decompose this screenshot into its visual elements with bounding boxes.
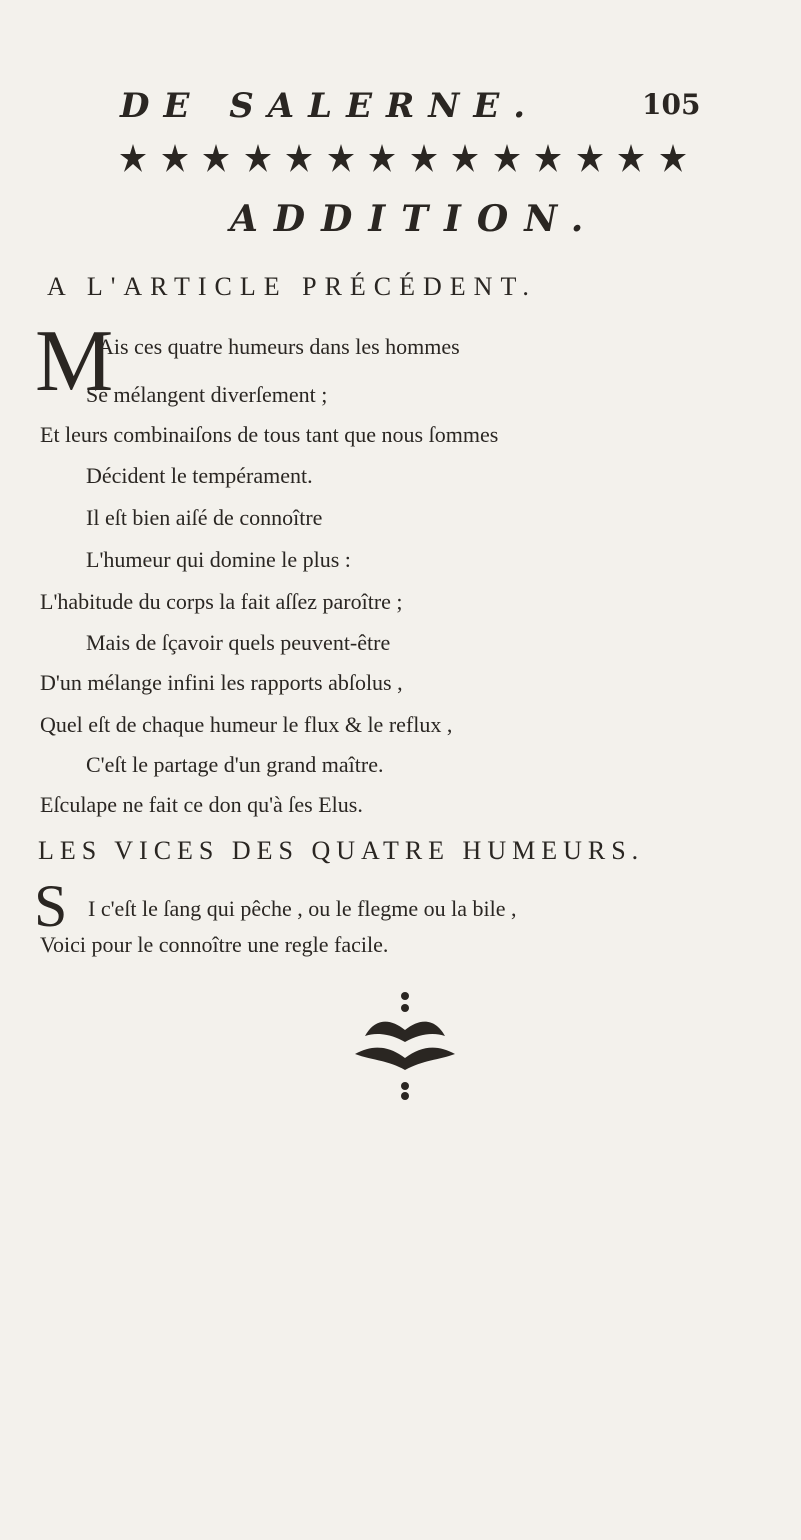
verse-line: Voici pour le connoître une regle facile.	[40, 932, 389, 957]
verse-line: Il eſt bien aiſé de connoître	[86, 505, 323, 530]
ornament-icon	[284, 142, 314, 178]
verse-line: L'humeur qui domine le plus :	[86, 547, 351, 572]
section-heading: ADDITION.	[230, 198, 600, 240]
page-number: 105	[642, 88, 701, 121]
ornament-icon	[575, 142, 605, 178]
fleuron-ornament-icon	[345, 988, 465, 1103]
running-head: DE SALERNE.	[120, 86, 540, 126]
ornament-icon	[658, 142, 688, 178]
drop-cap-s: S	[34, 873, 68, 939]
verse-line: I c'eſt le ſang qui pêche , ou le flegme ou la bile ,	[88, 896, 517, 921]
ornament-icon	[450, 142, 480, 178]
verse-line: Mais de ſçavoir quels peuvent-être	[86, 630, 391, 655]
verse-line: Et leurs combinaiſons de tous tant que nous ſommes	[40, 422, 499, 447]
ornament-icon	[326, 142, 356, 178]
ornament-icon	[243, 142, 273, 178]
verse-line: D'un mélange infini les rapports abſolus ,	[40, 670, 403, 695]
ornament-icon	[616, 142, 646, 178]
ornament-icon	[367, 142, 397, 178]
verse-line: Ais ces quatre humeurs dans les hommes	[98, 334, 460, 359]
verse-line: Eſculape ne fait ce don qu'à ſes Elus.	[40, 792, 363, 817]
ornament-icon	[492, 142, 522, 178]
ornament-icon	[409, 142, 439, 178]
verse-line: C'eſt le partage d'un grand maître.	[86, 752, 384, 777]
ornament-icon	[201, 142, 231, 178]
ornament-icon	[160, 142, 190, 178]
drop-cap-m: M	[35, 313, 114, 410]
verse-line: L'habitude du corps la fait aſſez paroître ;	[40, 589, 403, 614]
section-title: LES VICES DES QUATRE HUMEURS.	[38, 836, 645, 865]
verse-line: Quel eſt de chaque humeur le flux & le reflux ,	[40, 712, 453, 737]
section-subheading: A L'ARTICLE PRÉCÉDENT.	[47, 272, 537, 301]
verse-line: Se mélangent diverſement ;	[86, 382, 328, 407]
ornament-icon	[118, 142, 148, 178]
verse-line: Décident le tempérament.	[86, 463, 313, 488]
ornament-band	[118, 140, 688, 180]
ornament-icon	[533, 142, 563, 178]
